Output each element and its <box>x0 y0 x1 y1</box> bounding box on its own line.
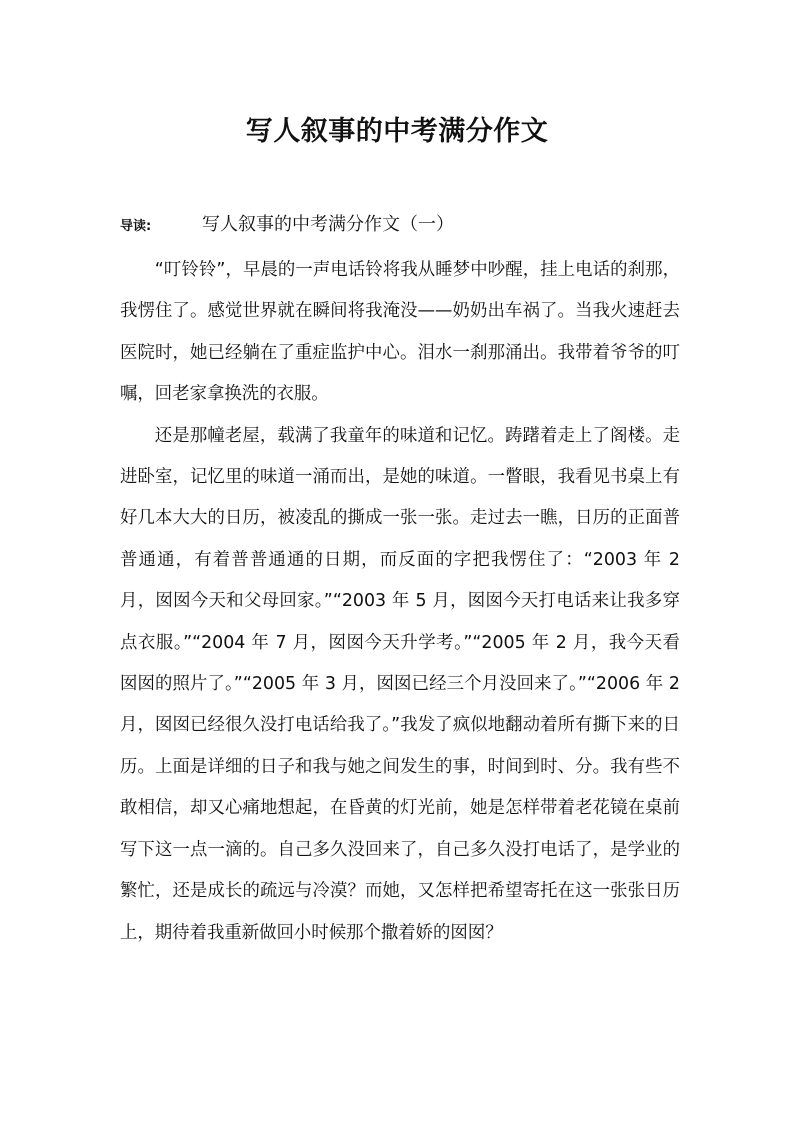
guide-row <box>120 210 680 240</box>
paragraph-1: “叮铃铃”，早晨的一声电话铃将我从睡梦中吵醒，挂上电话的刹那，我愣住了。感觉世界就在瞬间将我淹没——奶奶出车祸了。当我火速赶去医院时，她已经躺在了重症监护中心。泪水一刹那涌出。我带着爷爷的叮嘱，回老家拿换洗的衣服。 <box>120 260 680 405</box>
paragraph-2: 还是那幢老屋，载满了我童年的味道和记忆。踌躇着走上了阁楼。走进卧室，记忆里的味道一涌而出，是她的味道。一瞥眼，我看见书桌上有好几本大大的日历，被凌乱的撕成一张一张。走过去一瞧，日历的正面普普通通，有着普普通通的日期，而反面的字把我愣住了：“2003 年 2 月，囡囡今天和父母回家。”“2003 年 5 月，囡囡今天打电话来让我多穿点衣服。”“2004 年 7 月，囡囡今天升学考。”“2005 年 2 月，我今天看囡囡的照片了。”“2005 年 3 月，囡囡已经三个月没回来了。”“2006 年 2 月，囡囡已经很久没打电话给我了。”我发了疯似地翻动着所有撕下来的日历。上面是详细的日子和我与她之间发生的事，时间到时、分。我有些不敢相信，却又心痛地想起，在昏黄的灯光前，她是怎样带着老花镜在桌前写下这一点一滴的。自己多久没回来了，自己多久没打电话了，是学业的繁忙，还是成长的疏远与冷漠？而她，又怎样把希望寄托在这一张张日历上，期待着我重新做回小时候那个撒着娇的囡囡？ <box>120 425 680 943</box>
article-body <box>120 250 680 954</box>
document-title: 写人叙事的中考满分作文 <box>245 116 549 147</box>
guide-label: 导读: <box>120 219 152 234</box>
guide-text: 写人叙事的中考满分作文（一） <box>202 214 454 235</box>
